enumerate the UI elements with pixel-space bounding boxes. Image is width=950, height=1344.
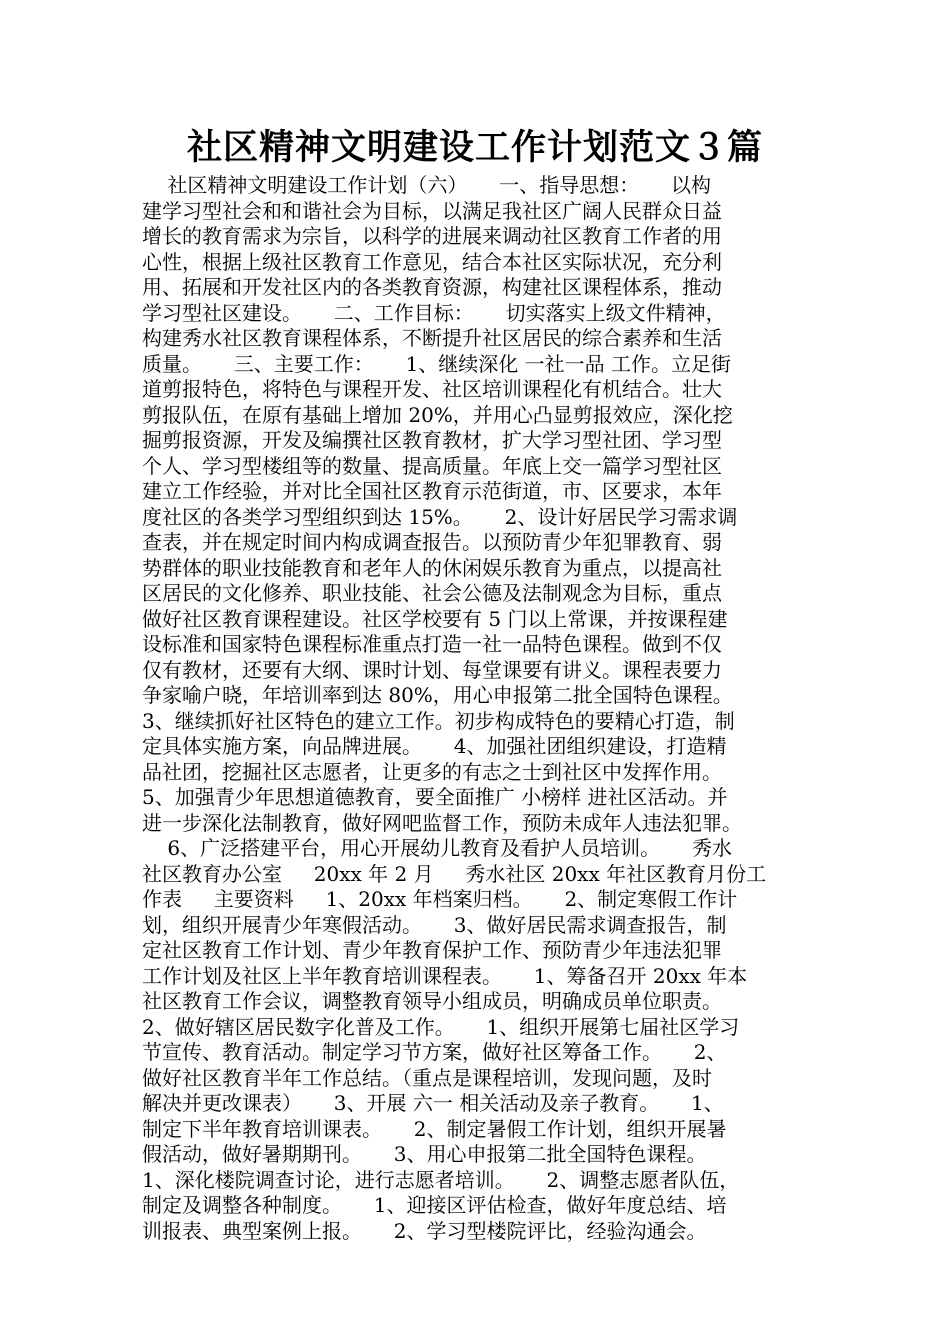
text-line: 3、继续抓好社区特色的建立工作。初步构成特色的要精心打造，制 — [142, 708, 735, 733]
text-line: 心性，根据上级社区教育工作意见，结合本社区实际状况，充分利 — [142, 249, 722, 274]
text-line: 用、拓展和开发社区内的各类教育资源，构建社区课程体系，推动 — [142, 275, 722, 299]
text-line: 剪报队伍，在原有基础上增加 20%，并用心凸显剪报效应，深化挖 — [142, 402, 733, 427]
text-line: 5、加强青少年思想道德教育，要全面推广 小榜样 进社区活动。并 — [142, 785, 728, 809]
text-line: 社区精神文明建设工作计划（六） 一、指导思想： 以构 — [142, 173, 712, 197]
document-title: 社区精神文明建设工作计划范文３篇 — [186, 128, 763, 168]
text-line: 训报表、典型案例上报。 2、学习型楼院评比，经验沟通会。 — [142, 1218, 707, 1243]
text-line: 仅有教材，还要有大纲、课时计划、每堂课要有讲义。课程表要力 — [142, 657, 722, 682]
text-line: 1、深化楼院调查讨论，进行志愿者培训。 2、调整志愿者队伍， — [142, 1167, 740, 1192]
text-line: 划，组织开展青少年寒假活动。 3、做好居民需求调查报告，制 — [142, 912, 727, 937]
text-line: 质量。 三、主要工作： 1、继续深化 一社一品 工作。立足街 — [142, 351, 732, 376]
text-line: 查表，并在规定时间内构成调查报告。以预防青少年犯罪教育、弱 — [142, 530, 722, 554]
text-line: 品社团，挖掘社区志愿者，让更多的有志之士到社区中发挥作用。 — [142, 759, 722, 784]
text-line: 假活动，做好暑期期刊。 3、用心申报第二批全国特色课程。 — [142, 1142, 707, 1166]
text-line: 定社区教育工作计划、青少年教育保护工作、预防青少年违法犯罪 — [142, 938, 722, 962]
text-line: 区居民的文化修养、职业技能、社会公德及法制观念为目标，重点 — [142, 581, 722, 605]
text-line: 工作计划及社区上半年教育培训课程表。 1、筹备召开 20xx 年本 — [142, 963, 748, 988]
text-line: 作表 主要资料 1、20xx 年档案归档。 2、制定寒假工作计 — [142, 887, 738, 911]
text-line: 解决并更改课表） 3、开展 六一 相关活动及亲子教育。 1、 — [142, 1091, 724, 1115]
text-line: 社区教育办公室 20xx 年 2 月 秀水社区 20xx 年社区教育月份工 — [142, 861, 767, 886]
text-line: 制定及调整各种制度。 1、迎接区评估检查，做好年度总结、培 — [142, 1193, 727, 1217]
document-body — [142, 173, 822, 1244]
text-line: 做好社区教育课程建设。社区学校要有 5 门以上常课，并按课程建 — [142, 606, 728, 631]
text-line: 道剪报特色，将特色与课程开发、社区培训课程化有机结合。壮大 — [142, 377, 722, 401]
text-line: 建学习型社会和和谐社会为目标，以满足我社区广阔人民群众日益 — [142, 198, 722, 223]
text-line: 建立工作经验，并对比全国社区教育示范街道，市、区要求，本年 — [142, 479, 722, 503]
text-line: 增长的教育需求为宗旨，以科学的进展来调动社区教育工作者的用 — [142, 224, 722, 248]
text-line: 掘剪报资源，开发及编撰社区教育教材，扩大学习型社团、学习型 — [142, 428, 722, 452]
text-line: 2、做好辖区居民数字化普及工作。 1、组织开展第七届社区学习 — [142, 1014, 740, 1039]
text-line: 学习型社区建设。 二、工作目标： 切实落实上级文件精神， — [142, 300, 726, 325]
text-line: 定具体实施方案，向品牌进展。 4、加强社团组织建设，打造精 — [142, 734, 727, 758]
text-line: 个人、学习型楼组等的数量、提高质量。年底上交一篇学习型社区 — [142, 453, 722, 478]
text-line: 做好社区教育半年工作总结。（重点是课程培训，发现问题，及时 — [142, 1065, 712, 1090]
text-line: 节宣传、教育活动。制定学习节方案，做好社区筹备工作。 2、 — [142, 1040, 727, 1064]
text-line: 6、广泛搭建平台，用心开展幼儿教育及看护人员培训。 秀水 — [142, 836, 732, 860]
text-line: 度社区的各类学习型组织到达 15%。 2、设计好居民学习需求调 — [142, 504, 738, 529]
text-line: 社区教育工作会议，调整教育领导小组成员，明确成员单位职责。 — [142, 989, 722, 1013]
text-line: 设标准和国家特色课程标准重点打造一社一品特色课程。做到不仅 — [142, 632, 722, 656]
text-line: 进一步深化法制教育，做好网吧监督工作，预防未成年人违法犯罪。 — [142, 810, 742, 835]
text-line: 势群体的职业技能教育和老年人的休闲娱乐教育为重点，以提高社 — [142, 555, 722, 580]
text-line: 构建秀水社区教育课程体系，不断提升社区居民的综合素养和生活 — [142, 326, 722, 350]
text-line: 制定下半年教育培训课表。 2、制定暑假工作计划，组织开展暑 — [142, 1116, 727, 1141]
text-line: 争家喻户晓，年培训率到达 80%，用心申报第二批全国特色课程。 — [142, 683, 733, 707]
